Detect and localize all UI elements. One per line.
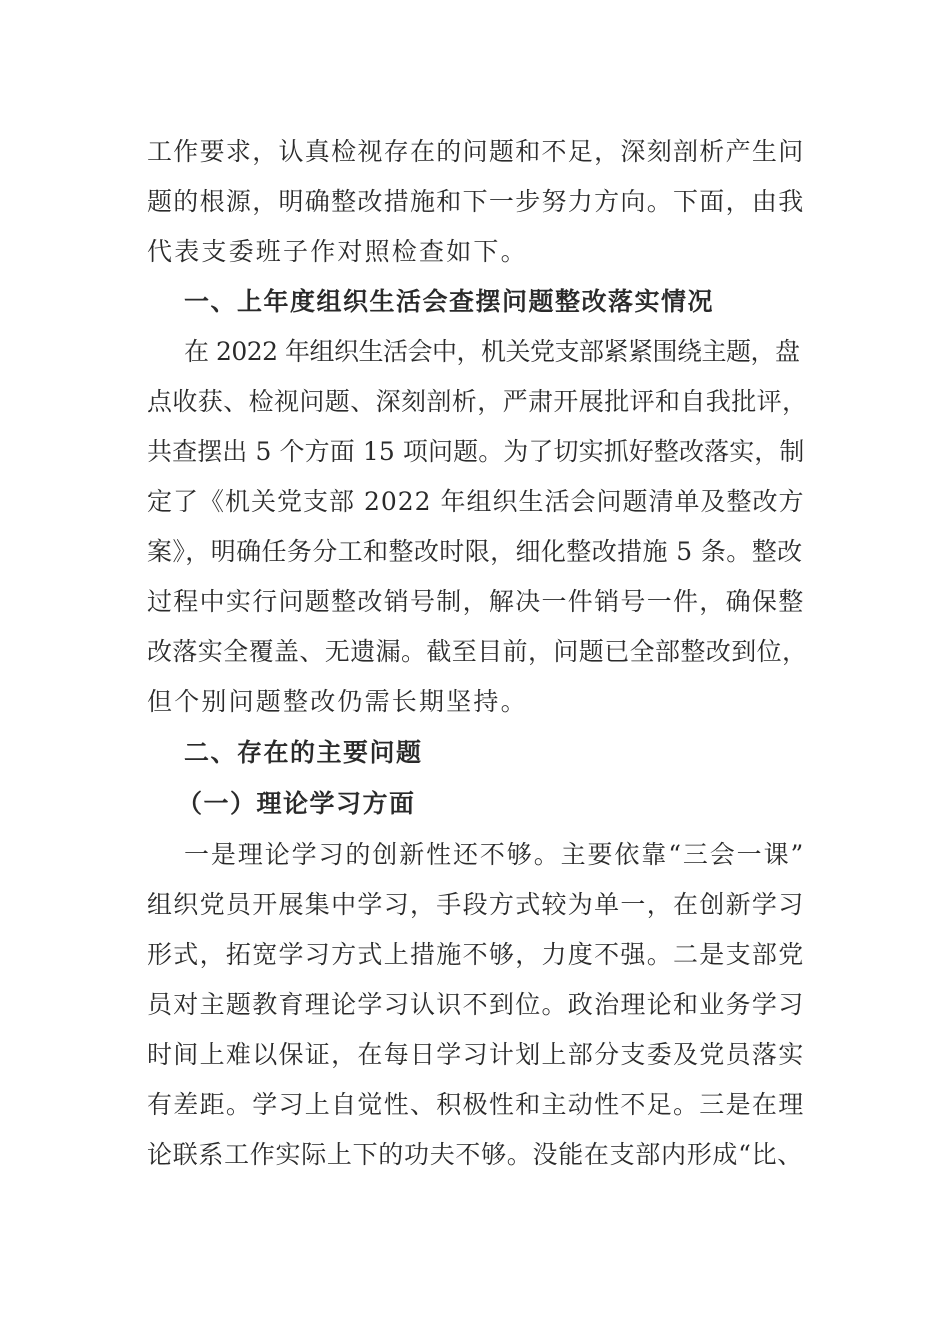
paragraph-line: 过程中实行问题整改销号制，解决一件销号一件，确保整 xyxy=(147,587,805,616)
paragraph-line: 但个别问题整改仍需长期坚持。 xyxy=(147,687,528,716)
paragraph-line: 一是理论学习的创新性还不够。主要依靠“三会一课” xyxy=(184,840,806,869)
paragraph-line: 组织党员开展集中学习，手段方式较为单一，在创新学习 xyxy=(147,890,805,919)
paragraph-line: 共查摆出 5 个方面 15 项问题。为了切实抓好整改落实，制 xyxy=(147,437,805,466)
subsection-heading-1: （一）理论学习方面 xyxy=(177,789,416,818)
paragraph-line: 在 2022 年组织生活会中，机关党支部紧紧围绕主题，盘 xyxy=(184,337,800,366)
paragraph-line: 点收获、检视问题、深刻剖析，严肃开展批评和自我批评， xyxy=(147,387,808,416)
paragraph-line: 员对主题教育理论学习认识不到位。政治理论和业务学习 xyxy=(147,990,805,1019)
section-heading-2: 二、存在的主要问题 xyxy=(184,738,423,767)
paragraph-line: 论联系工作实际上下的功夫不够。没能在支部内形成“比、 xyxy=(147,1140,803,1169)
paragraph-line: 形式，拓宽学习方式上措施不够，力度不强。二是支部党 xyxy=(147,940,805,969)
paragraph-line: 改落实全覆盖、无遗漏。截至目前，问题已全部整改到位， xyxy=(147,637,808,666)
intro-line: 题的根源，明确整改措施和下一步努力方向。下面，由我 xyxy=(147,187,805,216)
paragraph-line: 定了《机关党支部 2022 年组织生活会问题清单及整改方 xyxy=(147,487,805,516)
paragraph-line: 案》，明确任务分工和整改时限，细化整改措施 5 条。整改 xyxy=(147,537,803,566)
paragraph-line: 有差距。学习上自觉性、积极性和主动性不足。三是在理 xyxy=(147,1090,805,1119)
section-heading-1: 一、上年度组织生活会查摆问题整改落实情况 xyxy=(184,287,715,316)
document-body xyxy=(147,0,807,1344)
intro-line: 工作要求，认真检视存在的问题和不足，深刻剖析产生问 xyxy=(147,137,805,166)
paragraph-line: 时间上难以保证，在每日学习计划上部分支委及党员落实 xyxy=(147,1040,805,1069)
intro-line: 代表支委班子作对照检查如下。 xyxy=(147,237,528,266)
